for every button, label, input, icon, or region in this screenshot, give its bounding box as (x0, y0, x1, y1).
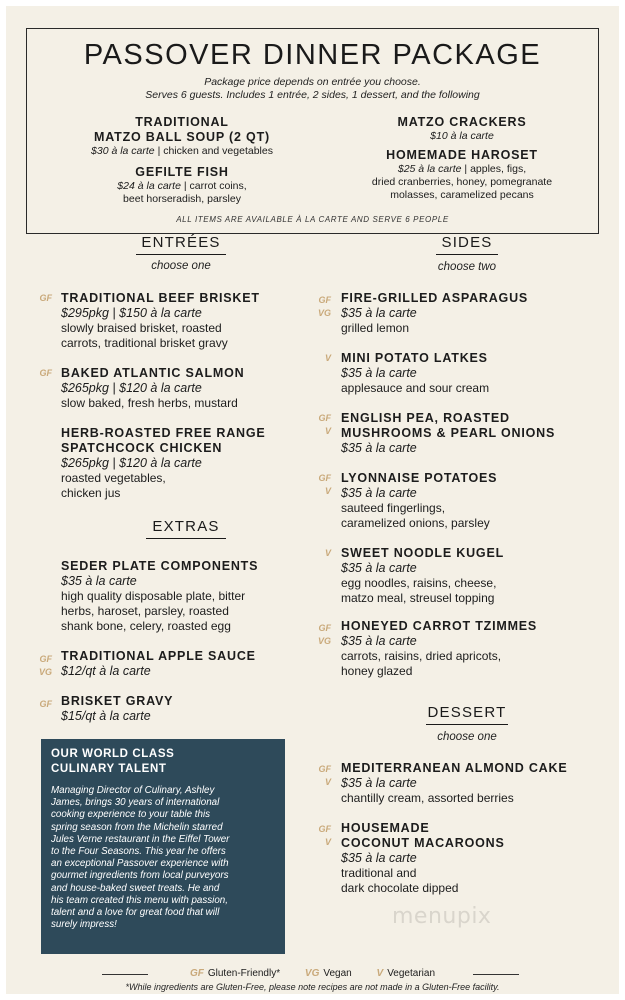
v-tag: V (324, 353, 331, 363)
gf-tag: GF (318, 413, 331, 423)
entrees-heading: ENTRÉES (136, 234, 226, 255)
gf-tag: GF (39, 699, 52, 709)
dessert-macaroons: HOUSEMADE COCONUT MACAROONS $35 à la carte traditional and dark chocolate dipped (341, 821, 505, 895)
side-lyonnaise: LYONNAISE POTATOES $35 à la carte sauteed fingerlings, caramelized onions, parsley (341, 471, 498, 530)
v-tag: V (324, 777, 331, 787)
dessert-choose: choose one (437, 731, 497, 743)
gf-tag: GF (318, 473, 331, 483)
dessert-almond-cake: MEDITERRANEAN ALMOND CAKE $35 à la carte chantilly cream, assorted berries (341, 761, 568, 805)
gf-tag: GF (318, 623, 331, 633)
side-english-pea: ENGLISH PEA, ROASTED MUSHROOMS & PEARL ONIONS $35 à la carte (341, 411, 556, 455)
side-asparagus: FIRE-GRILLED ASPARAGUS $35 à la carte grilled lemon (341, 291, 529, 335)
vg-tag: VG (317, 308, 331, 318)
extra-brisket-gravy: BRISKET GRAVY $15/qt à la carte (61, 694, 174, 723)
header-item-haroset: HOMEMADE HAROSET $25 à la carte | apples, figs, dried cranberries, honey, pomegranate molasses, caramelized pecans (371, 148, 553, 201)
header-item-gefilte: GEFILTE FISH $24 à la carte | carrot coins, beet horseradish, parsley (117, 165, 247, 205)
entree-chicken: HERB-ROASTED FREE RANGE SPATCHCOCK CHICKEN $265pkg | $120 à la carte roasted vegetables, chicken jus (61, 426, 266, 500)
sides-heading: SIDES (436, 234, 498, 255)
menu-page (6, 6, 619, 994)
page-title: PASSOVER DINNER PACKAGE (83, 39, 542, 71)
a-la-carte-note: ALL ITEMS ARE AVAILABLE À LA CARTE AND SERVE 6 PEOPLE (176, 215, 449, 224)
gluten-footnote: *While ingredients are Gluten-Free, please note recipes are not made in a Gluten-Free facility. (125, 982, 500, 992)
v-tag: V (324, 837, 331, 847)
side-tzimmes: HONEYED CARROT TZIMMES $35 à la carte carrots, raisins, dried apricots, honey glazed (341, 619, 538, 678)
dessert-heading: DESSERT (426, 704, 508, 725)
package-header-box (26, 28, 599, 234)
entrees-choose: choose one (151, 260, 211, 272)
entree-brisket: TRADITIONAL BEEF BRISKET $295pkg | $150 à la carte slowly braised brisket, roasted carrots, traditional brisket gravy (61, 291, 260, 350)
vg-tag: VG (38, 667, 52, 677)
v-tag: V (324, 426, 331, 436)
side-kugel: SWEET NOODLE KUGEL $35 à la carte egg noodles, raisins, cheese, matzo meal, streusel topping (341, 546, 505, 605)
gf-tag: GF (318, 764, 331, 774)
dietary-legend: GF Gluten-Friendly* VG Vegan V Vegetarian (189, 968, 436, 979)
gf-tag: GF (39, 654, 52, 664)
entree-salmon: BAKED ATLANTIC SALMON $265pkg | $120 à la carte slow baked, fresh herbs, mustard (61, 366, 245, 410)
v-tag: V (324, 486, 331, 496)
extra-apple-sauce: TRADITIONAL APPLE SAUCE $12/qt à la carte (61, 649, 256, 678)
header-item-soup: TRADITIONAL MATZO BALL SOUP (2 QT) $30 à la carte | chicken and vegetables (91, 115, 273, 157)
vg-tag: VG (317, 636, 331, 646)
package-note-2: Serves 6 guests. Includes 1 entrée, 2 sides, 1 dessert, and the following (145, 89, 480, 101)
gf-tag: GF (39, 368, 52, 378)
side-latkes: MINI POTATO LATKES $35 à la carte applesauce and sour cream (341, 351, 490, 395)
gf-tag: GF (39, 293, 52, 303)
header-item-matzo-crackers: MATZO CRACKERS $10 à la carte (397, 115, 527, 142)
gf-tag: GF (318, 295, 331, 305)
sides-choose: choose two (437, 261, 497, 273)
culinary-talent-box: OUR WORLD CLASS CULINARY TALENT Managing Director of Culinary, Ashley James, brings 30 years of international cooking experience to your table this spring season from the Michelin starred Jules Verne restaurant in the Eiffel Tower to the Four Seasons. This year he offers an exceptional Passover experience with gourmet ingredients from local purveyors and house-baked sweet treats. He and his team created this menu with passion, talent and a love for great food that will surely impress! (41, 739, 285, 954)
extra-seder-plate: SEDER PLATE COMPONENTS $35 à la carte high quality disposable plate, bitter herbs, haroset, parsley, roasted shank bone, celery, roasted egg (61, 559, 259, 633)
v-tag: V (324, 548, 331, 558)
extras-heading: EXTRAS (146, 518, 226, 539)
gf-tag: GF (318, 824, 331, 834)
package-note-1: Package price depends on entrée you choose. (204, 76, 421, 88)
watermark: menupix (392, 904, 492, 929)
talent-description: Managing Director of Culinary, Ashley James, brings 30 years of international cooking experience to your table this spring season from the Michelin starred Jules Verne restaurant in the Eiffel Tower to the Four Seasons. This year he offers an exceptional Passover experience with gourmet ingredients from local purveyors and house-baked sweet treats. He and his team created this menu with passion, talent and a love for great food that will surely impress! (51, 785, 230, 931)
